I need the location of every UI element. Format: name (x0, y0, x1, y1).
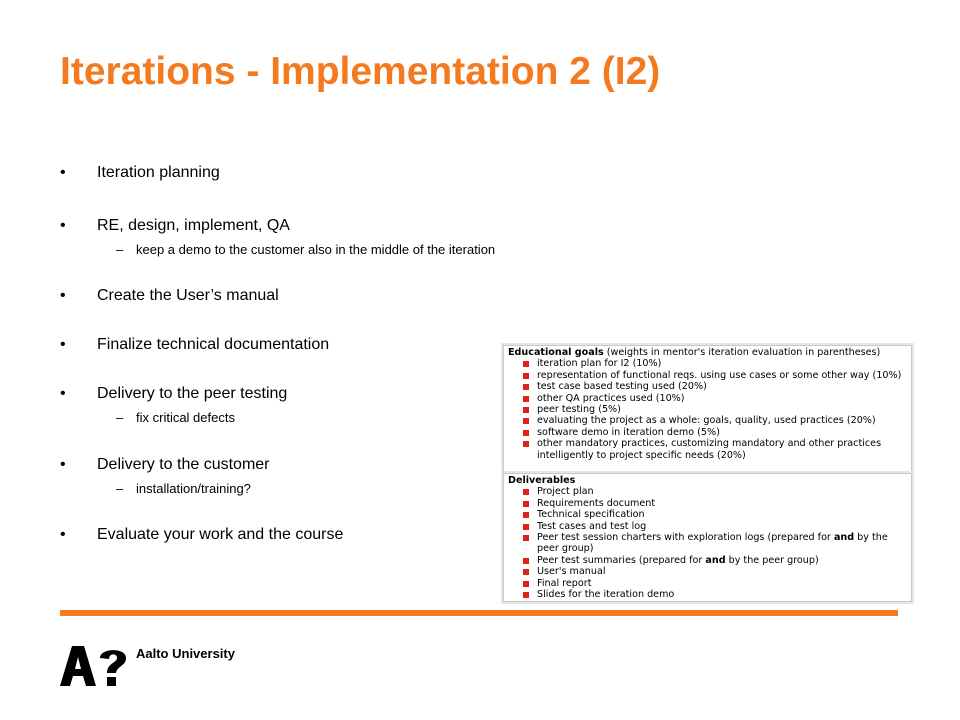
red-square-icon (523, 558, 529, 564)
deliverable-text: by the peer group) (537, 532, 888, 555)
sub-bullet-text: keep a demo to the customer also in the middle of the iteration (136, 242, 496, 257)
aalto-logo-icon (60, 646, 128, 686)
deliverable-text: Peer test summaries (prepared for (537, 554, 706, 566)
panel-list-item (522, 532, 911, 555)
panel-list-item (522, 589, 911, 600)
deliverable-text: Project plan (537, 486, 594, 498)
bullet-text: RE, design, implement, QA (97, 217, 290, 234)
red-square-icon (523, 535, 529, 541)
panel-list-item (522, 438, 911, 461)
goals-heading-bold: Educational goals (508, 347, 604, 358)
goals-list (504, 358, 911, 463)
red-square-icon (523, 418, 529, 424)
panel-list-item (522, 404, 911, 415)
deliverable-text: and (705, 554, 726, 566)
university-name: Aalto University (136, 646, 235, 661)
red-square-icon (523, 441, 529, 447)
sub-bullet-marker: – (116, 410, 124, 425)
bullet-marker: • (60, 164, 66, 181)
bullet-marker: • (60, 287, 66, 304)
panel-list-item (522, 381, 911, 392)
panel-list-item (522, 486, 911, 497)
bullet-marker: • (60, 336, 66, 353)
footer-rule (60, 610, 898, 616)
red-square-icon (523, 592, 529, 598)
panel-list-item (522, 393, 911, 404)
red-square-icon (523, 524, 529, 530)
red-square-icon (523, 581, 529, 587)
goal-text: evaluating the project as a whole: goals, quality, used practices (20%) (537, 415, 876, 427)
red-square-icon (523, 373, 529, 379)
deliverable-text: by the peer group) (725, 554, 819, 566)
bullet-text: Create the User’s manual (97, 287, 279, 304)
deliverable-text: Technical specification (537, 509, 645, 521)
goal-text: iteration plan for I2 (10%) (537, 358, 662, 370)
sub-bullet-marker: – (116, 242, 124, 257)
bullet-text: Iteration planning (97, 164, 220, 181)
red-square-icon (523, 501, 529, 507)
deliverables-heading (504, 474, 911, 486)
sub-bullet-marker: – (116, 481, 124, 496)
panel-list-item (522, 521, 911, 532)
bullet-marker: • (60, 526, 66, 543)
red-square-icon (523, 569, 529, 575)
bullet-text: Delivery to the customer (97, 456, 270, 473)
deliverable-text: Test cases and test log (537, 520, 647, 532)
deliverable-text: Requirements document (537, 497, 656, 509)
goal-text: software demo in iteration demo (5%) (537, 426, 720, 438)
bullet-text: Delivery to the peer testing (97, 385, 288, 402)
red-square-icon (523, 512, 529, 518)
bullet-marker: • (60, 385, 66, 402)
deliverables-heading-bold: Deliverables (508, 475, 576, 486)
goals-heading (504, 346, 911, 358)
panel-list-item (522, 555, 911, 566)
panel-list-item (522, 509, 911, 520)
panel-list-item (522, 427, 911, 438)
goal-text: representation of functional reqs. using use cases or some other way (10%) (537, 369, 902, 381)
panel-list-item (522, 415, 911, 426)
red-square-icon (523, 407, 529, 413)
panel-list-item (522, 498, 911, 509)
deliverables-list (504, 486, 911, 602)
deliverable-text: Slides for the iteration demo (537, 589, 675, 601)
bullet-marker: • (60, 217, 66, 234)
sub-bullet-text: fix critical defects (136, 410, 235, 425)
deliverable-text: Peer test session charters with exploration logs (prepared for (537, 532, 834, 544)
goal-text: other mandatory practices, customizing mandatory and other practices intelligently to project specific needs (20%) (537, 438, 882, 461)
bullet-text: Evaluate your work and the course (97, 526, 344, 543)
red-square-icon (523, 384, 529, 390)
panel-list-item (522, 370, 911, 381)
deliverable-text: and (833, 532, 855, 544)
goal-text: test case based testing used (20%) (537, 381, 707, 393)
sub-bullet-text: installation/training? (136, 481, 251, 496)
deliverables-panel (503, 473, 912, 602)
deliverable-text: Final report (537, 577, 592, 589)
panel-list-item (522, 358, 911, 369)
red-square-icon (523, 396, 529, 402)
deliverable-text: User's manual (537, 566, 606, 578)
panel-list-item (522, 566, 911, 577)
goal-text: other QA practices used (10%) (537, 392, 685, 404)
slide-title: Iterations - Implementation 2 (I2) (60, 50, 661, 93)
red-square-icon (523, 430, 529, 436)
goal-text: peer testing (5%) (537, 404, 621, 416)
goals-heading-note: (weights in mentor's iteration evaluation in parentheses) (603, 347, 881, 358)
red-square-icon (523, 361, 529, 367)
educational-goals-panel (503, 345, 912, 472)
red-square-icon (523, 489, 529, 495)
bullet-text: Finalize technical documentation (97, 336, 330, 353)
bullet-marker: • (60, 456, 66, 473)
panel-list-item (522, 578, 911, 589)
